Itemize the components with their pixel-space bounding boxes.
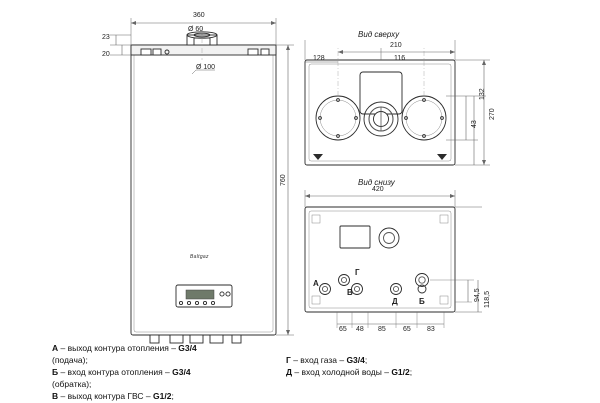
legend-text-d: – вход холодной воды – (292, 367, 392, 377)
legend-bold-g: G3/4 (346, 355, 365, 365)
dim-top-depth-mid: 132 (479, 88, 486, 100)
legend-letter-a: А (52, 343, 59, 353)
bottom-view-title: Вид снизу (358, 178, 395, 187)
dim-flue-inner: Ø 60 (188, 26, 204, 33)
dim-bottom-height-mid: 94,5 (474, 288, 481, 302)
dim-front-offset-top2: 20 (102, 51, 110, 58)
connection-label-d: Д (392, 297, 398, 306)
legend-left-line-5 (52, 390, 262, 402)
top-view-title: Вид сверху (358, 30, 400, 39)
legend-left-line-2: (подача); (52, 355, 88, 365)
legend-letter-b: Б (52, 367, 59, 377)
dim-chain-4: 65 (403, 326, 411, 333)
legend-right-line-2 (286, 366, 536, 378)
dim-front-height: 760 (280, 174, 287, 186)
legend-letter-d: Д (286, 367, 293, 377)
legend-letter-v: В (52, 391, 59, 401)
legend-text-b: – вход контура отопления – (58, 367, 173, 377)
dim-chain-2: 48 (356, 326, 364, 333)
legend-left-line-4: (обратка); (52, 379, 92, 389)
dim-bottom-overall: 420 (372, 186, 384, 193)
brand-label: Baltgaz (190, 254, 209, 260)
legend-bold-a: G3/4 (178, 343, 197, 353)
dim-top-overall: 210 (390, 42, 402, 49)
connection-label-b: Б (419, 297, 425, 306)
dim-chain-1: 65 (339, 326, 347, 333)
legend-bold-d: G1/2 (391, 367, 410, 377)
legend-text-a: – выход контура отопления – (58, 343, 179, 353)
dim-bottom-height-right: 118,5 (484, 291, 491, 308)
dim-top-left: 128 (313, 55, 325, 62)
legend-right-line-1 (286, 354, 536, 366)
legend-tail-g: ; (364, 355, 368, 365)
legend-left (52, 342, 262, 402)
connection-label-g: Г (355, 268, 360, 277)
dim-chain-5: 83 (427, 326, 435, 333)
dim-top-depth-small: 43 (471, 120, 478, 128)
legend-letter-g: Г (286, 355, 291, 365)
legend-bold-v: G1/2 (153, 391, 172, 401)
legend-text-v: – выход контура ГВС – (58, 391, 154, 401)
legend-left-line-1 (52, 342, 262, 354)
connection-label-v: В (347, 288, 353, 297)
legend-text-g: – вход газа – (290, 355, 347, 365)
legend-left-line-3 (52, 366, 262, 378)
legend-tail-d: ; (409, 367, 413, 377)
legend-tail-v: ; (171, 391, 174, 401)
connection-label-a: А (313, 279, 319, 288)
dim-top-depth-right: 270 (489, 108, 496, 120)
dim-front-offset-top: 23 (102, 34, 110, 41)
legend-bold-b: G3/4 (172, 367, 191, 377)
dim-flue-outer: Ø 100 (196, 64, 216, 71)
dim-chain-3: 85 (378, 326, 386, 333)
legend-right (286, 354, 536, 378)
dim-top-center: 116 (394, 55, 406, 62)
dim-front-width: 360 (193, 12, 205, 19)
